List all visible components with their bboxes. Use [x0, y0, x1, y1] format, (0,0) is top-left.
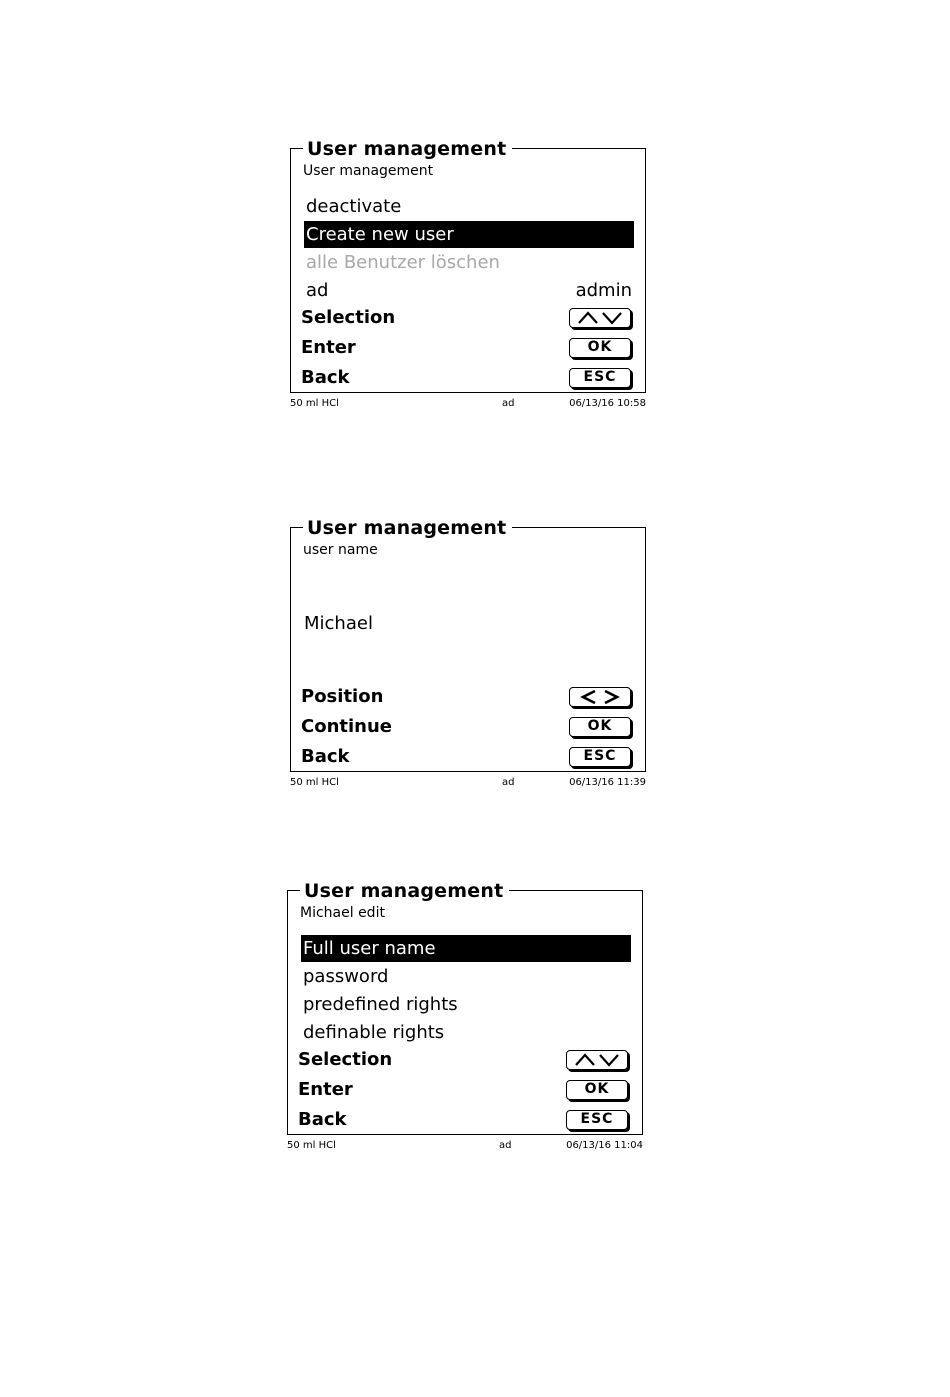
screen-title: User management: [300, 881, 509, 901]
menu-item-label: Create new user: [306, 224, 454, 245]
screen-user-management-menu: [290, 138, 650, 413]
ok-key[interactable]: OK: [569, 717, 631, 737]
screen-title: User management: [303, 139, 512, 159]
status-datetime: 06/13/16 11:04: [566, 1140, 643, 1151]
status-user: ad: [502, 398, 515, 409]
status-method: 50 ml HCl: [290, 398, 339, 409]
left-right-arrows-icon: [576, 690, 624, 704]
screen-subtitle: Michael edit: [300, 905, 385, 921]
status-user: ad: [499, 1140, 512, 1151]
menu-item-label: definable rights: [303, 1022, 445, 1043]
menu-item-label: password: [303, 966, 389, 987]
screen-title: User management: [303, 518, 512, 538]
menu-item-predefined-rights[interactable]: [301, 991, 631, 1018]
menu-item-label: alle Benutzer löschen: [306, 252, 500, 273]
control-label-enter: Enter: [298, 1079, 353, 1100]
screen-subtitle: user name: [303, 542, 378, 558]
screen-subtitle: User management: [303, 163, 434, 179]
screen-frame: [290, 517, 646, 772]
control-label-back: Back: [301, 746, 350, 767]
control-label-selection: Selection: [298, 1049, 393, 1070]
menu-item-value: admin: [575, 280, 632, 301]
position-key[interactable]: [569, 687, 631, 707]
up-down-arrows-icon: [573, 1053, 621, 1067]
ok-key[interactable]: OK: [569, 338, 631, 358]
control-label-selection: Selection: [301, 307, 396, 328]
control-label-back: Back: [301, 367, 350, 388]
screen-user-name-entry: [290, 517, 650, 792]
menu-item-user-ad[interactable]: [304, 277, 634, 304]
status-datetime: 06/13/16 10:58: [569, 398, 646, 409]
control-label-enter: Enter: [301, 337, 356, 358]
status-datetime: 06/13/16 11:39: [569, 777, 646, 788]
user-name-input[interactable]: Michael: [304, 613, 373, 634]
ok-key[interactable]: OK: [566, 1080, 628, 1100]
menu-item-definable-rights[interactable]: [301, 1019, 631, 1046]
status-bar: [287, 1139, 643, 1153]
menu-item-deactivate[interactable]: [304, 193, 634, 220]
menu-item-password[interactable]: [301, 963, 631, 990]
menu-item-label: ad: [306, 280, 329, 301]
esc-key[interactable]: ESC: [569, 747, 631, 767]
status-bar: [290, 776, 646, 790]
status-bar: [290, 397, 646, 411]
esc-key[interactable]: ESC: [566, 1110, 628, 1130]
menu-item-label: deactivate: [306, 196, 402, 217]
control-label-position: Position: [301, 686, 384, 707]
menu-item-full-user-name[interactable]: [301, 935, 631, 962]
screen-frame: [290, 138, 646, 393]
control-label-back: Back: [298, 1109, 347, 1130]
status-user: ad: [502, 777, 515, 788]
menu-item-label: predefined rights: [303, 994, 458, 1015]
screen-frame: [287, 880, 643, 1135]
status-method: 50 ml HCl: [287, 1140, 336, 1151]
control-label-continue: Continue: [301, 716, 393, 737]
status-method: 50 ml HCl: [290, 777, 339, 788]
menu-item-label: Full user name: [303, 938, 436, 959]
menu-item-create-new-user[interactable]: [304, 221, 634, 248]
menu-item-delete-all-users: [304, 249, 634, 276]
esc-key[interactable]: ESC: [569, 368, 631, 388]
selection-key[interactable]: [569, 308, 631, 328]
up-down-arrows-icon: [576, 311, 624, 325]
selection-key[interactable]: [566, 1050, 628, 1070]
screen-user-edit-menu: [287, 880, 647, 1155]
